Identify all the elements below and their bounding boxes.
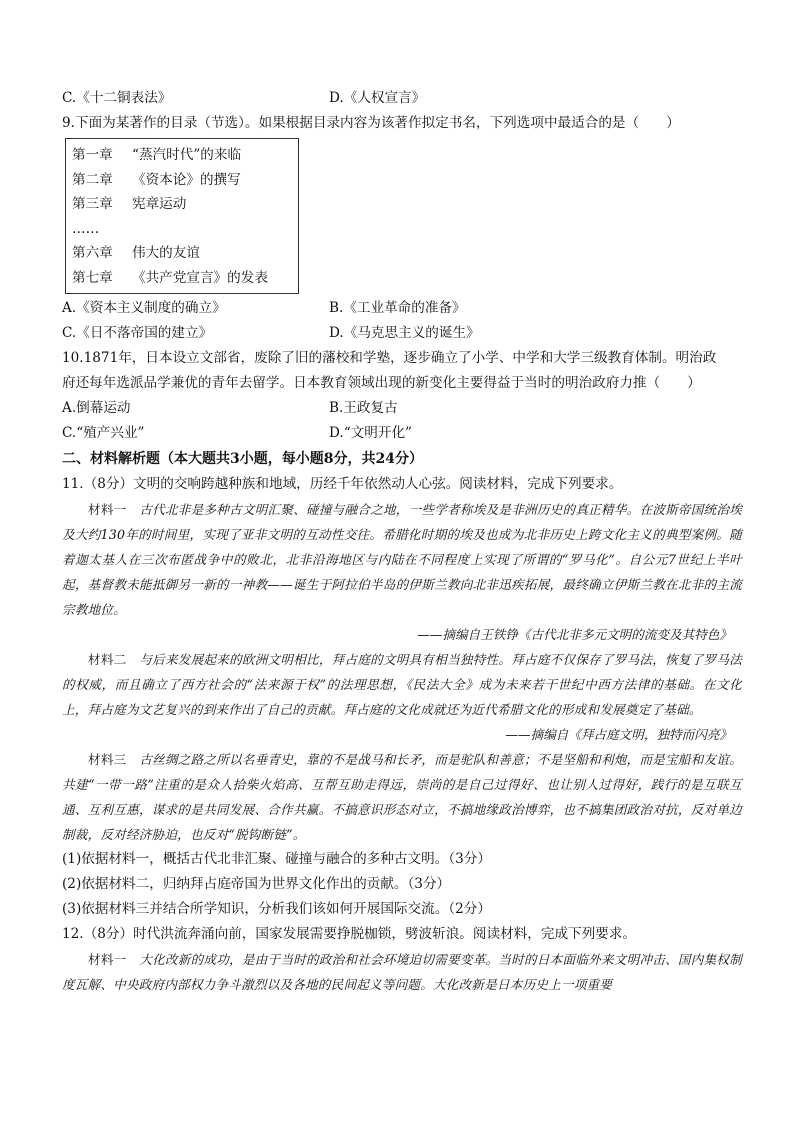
q10-option-c: C.“殖产兴业” (62, 424, 145, 441)
material-label: 材料一 (88, 501, 127, 517)
toc-chapter: 第七章 (72, 269, 113, 286)
q11-requirement-3: (3)依据材料三并结合所学知识，分析我们该如何开展国际交流。（2分） (62, 900, 491, 917)
toc-row (72, 266, 298, 291)
section-heading: 二、材料解析题（本大题共3小题，每小题8分，共24分） (62, 450, 423, 467)
q10-option-b: B.王政复古 (329, 399, 398, 416)
q10-options-row2 (62, 421, 742, 446)
toc-chapter: 第一章 (72, 147, 113, 163)
q8-options (62, 86, 742, 111)
material-label: 材料二 (88, 651, 127, 667)
q12-material-1 (62, 947, 742, 997)
material-text: 古代北非是多种古文明汇聚、碰撞与融合之地，一些学者称埃及是非洲历史的真正精华。在波斯帝国统治埃及大约130年的时间里，实现了亚非文明的互动性交往。希腊化时期的埃及也成为北非历史上跨文化主义的典型案例。随着迦太基人在三次布匿战争中的败北，北非沿海地区与内陆在不同程度上实现了所谓的“罗马化”。自公元7世纪上半叶起，基督教未能抵御另一新的一神教——诞生于阿拉伯半岛的伊斯兰教向北非迅疾拓展，最终确立伊斯兰教在北非的主流宗教地位。 (62, 501, 742, 617)
q11-material-1 (62, 497, 742, 622)
toc-row (72, 241, 298, 266)
q9-option-b: B.《工业革命的准备》 (329, 299, 466, 316)
toc-chapter: 第六章 (72, 245, 113, 262)
toc-chapter: 第二章 (72, 171, 113, 188)
q10-option-d: D.“文明开化” (329, 424, 413, 441)
q9-options-row1 (62, 296, 742, 321)
toc-row (72, 143, 298, 168)
toc-row (72, 217, 298, 242)
q11-stem: 11.（8分）文明的交响跨越种族和地域，历经千年依然动人心弦。阅读材料，完成下列要求。 (62, 475, 623, 492)
toc-title: 《资本论》的撰写 (132, 171, 241, 188)
material-text: 古丝绸之路之所以名垂青史，靠的不是战马和长矛，而是驼队和善意；不是坚船和利炮，而是宝船和友谊。共建“一带一路”注重的是众人拾柴火焰高、互帮互助走得远，崇尚的是自己过得好、也让别人过得好，践行的是互联互通、互利互惠，谋求的是共同发展、合作共赢。不搞意识形态对立，不搞地缘政治博弈，也不搞集团政治对抗，反对单边制裁，反对经济胁迫，也反对“脱钩断链”。 (62, 751, 742, 842)
exam-page (62, 86, 742, 997)
toc-title: 伟大的友谊 (132, 245, 200, 262)
toc-title: 《共产党宣言》的发表 (132, 269, 268, 286)
q10-option-a: A.倒幕运动 (62, 399, 131, 416)
toc-chapter: 第三章 (72, 196, 113, 213)
q9-option-d: D.《马克思主义的诞生》 (329, 324, 480, 341)
q8-option-d: D.《人权宣言》 (329, 90, 426, 106)
q11-material-3 (62, 747, 742, 847)
material-text: 与后来发展起来的欧洲文明相比，拜占庭的文明具有相当独特性。拜占庭不仅保存了罗马法，恢复了罗马法的权威，而且确立了西方社会的“法来源于权”的法理思想，《民法大全》成为未来若干世纪中西方法律的基础。在文化上，拜占庭为文艺复兴的到来作出了自己的贡献。拜占庭的文化成就还为近代希腊文化的形成和发展奠定了基础。 (62, 651, 742, 717)
q11-material-2 (62, 647, 742, 722)
q8-option-c: C.《十二铜表法》 (62, 90, 172, 106)
q10-stem-line1: 10.1871年，日本设立文部省，废除了旧的藩校和学塾，逐步确立了小学、中学和大学三级教育体制。明治政 (62, 349, 717, 366)
toc-title: 宪章运动 (132, 196, 187, 213)
toc-row (72, 168, 298, 193)
q9-option-c: C.《日不落帝国的建立》 (62, 324, 213, 341)
material-text: 大化改新的成功，是由于当时的政治和社会环境迫切需要变革。当时的日本面临外来文明冲击、国内集权制度瓦解、中央政府内部权力争斗激烈以及各地的民间起义等问题。大化改新是日本历史上一项重要 (62, 951, 742, 992)
q12-stem: 12.（8分）时代洪流奔涌向前，国家发展需要挣脱枷锁，劈波斩浪。阅读材料，完成下列要求。 (62, 925, 637, 942)
q9-option-a: A.《资本主义制度的确立》 (62, 299, 226, 316)
q10-options-row1 (62, 396, 742, 421)
q9-options-row2 (62, 321, 742, 346)
material-label: 材料一 (88, 951, 127, 967)
q10-stem-line2: 府还每年选派品学兼优的青年去留学。日本教育领域出现的新变化主要得益于当时的明治政府力推（ ） (62, 374, 701, 391)
toc-title: “蒸汽时代”的来临 (132, 147, 242, 163)
material-label: 材料三 (88, 751, 127, 767)
toc-ellipsis: …… (72, 220, 100, 237)
q11-material-2-source: ——摘编自《拜占庭文明，独特而闪亮》 (505, 726, 732, 742)
q11-requirement-1: (1)依据材料一，概括古代北非汇聚、碰撞与融合的多种古文明。（3分） (62, 850, 491, 867)
toc-row (72, 192, 298, 217)
q9-toc-box (65, 138, 299, 294)
q11-requirement-2: (2)依据材料二，归纳拜占庭帝国为世界文化作出的贡献。（3分） (62, 875, 451, 892)
q11-material-1-source: ——摘编自王铁铮《古代北非多元文明的流变及其特色》 (417, 626, 732, 642)
q9-stem: 9.下面为某著作的目录（节选）。如果根据目录内容为该著作拟定书名，下列选项中最适合的是（ ） (62, 115, 680, 131)
